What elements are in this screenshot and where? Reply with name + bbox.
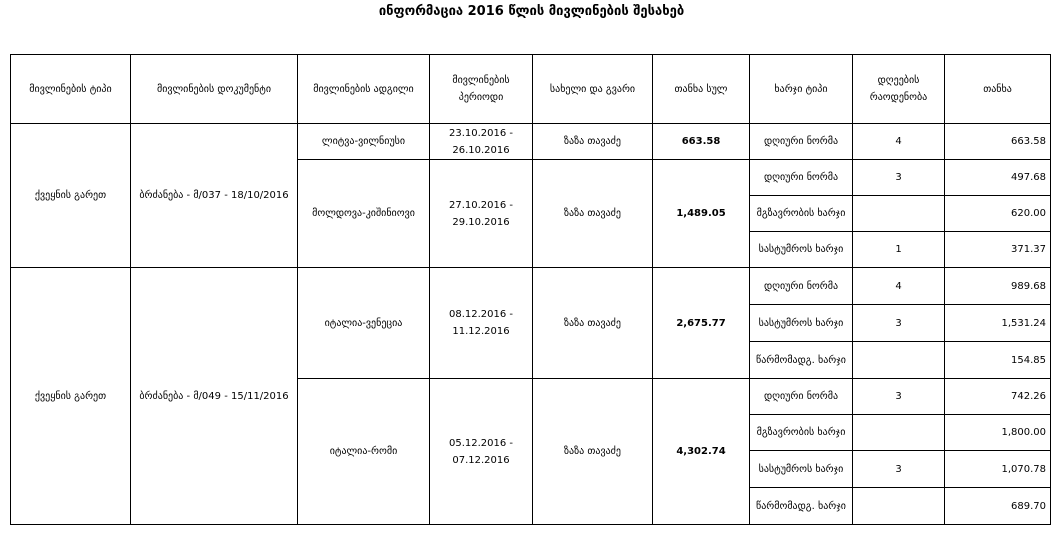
days-cell: 3: [853, 160, 945, 196]
header-amount: თანხა: [945, 55, 1051, 124]
header-name: სახელი და გვარი: [533, 55, 653, 124]
total-cell: 663.58: [653, 124, 750, 160]
amount-cell: 1,531.24: [945, 305, 1051, 342]
period-cell: [430, 124, 533, 160]
days-cell: [853, 342, 945, 379]
days-cell: 4: [853, 124, 945, 160]
expense-type-cell: დღიური ნორმა: [750, 268, 853, 305]
days-cell: 3: [853, 305, 945, 342]
trip-document-cell: ბრძანება - მ/037 - 18/10/2016: [131, 124, 298, 268]
page-title: ინფორმაცია 2016 წლის მივლინების შესახებ: [378, 4, 685, 19]
total-cell: 4,302.74: [653, 379, 750, 525]
header-place: მივლინების ადგილი: [298, 55, 430, 124]
period-start: 05.12.2016 -: [448, 437, 514, 449]
expense-type-cell: წარმომადგ. ხარჯი: [750, 342, 853, 379]
days-cell: [853, 196, 945, 232]
expense-type-cell: დღიური ნორმა: [750, 124, 853, 160]
amount-cell: 620.00: [945, 196, 1051, 232]
expense-type-cell: სასტუმროს ხარჯი: [750, 451, 853, 488]
period-end: 11.12.2016: [452, 326, 510, 337]
amount-cell: 1,070.78: [945, 451, 1051, 488]
period-cell: [430, 268, 533, 379]
name-cell: ზაზა თავაძე: [533, 379, 653, 525]
days-cell: 1: [853, 232, 945, 268]
place-cell: ლიტვა-ვილნიუსი: [298, 124, 430, 160]
days-cell: 3: [853, 451, 945, 488]
header-days: დღეების რაოდენობა: [853, 55, 945, 124]
expense-type-cell: დღიური ნორმა: [750, 379, 853, 415]
name-cell: ზაზა თავაძე: [533, 268, 653, 379]
total-cell: 1,489.05: [653, 160, 750, 268]
period-end: 29.10.2016: [452, 216, 510, 228]
period-end: 07.12.2016: [452, 454, 510, 466]
amount-cell: 663.58: [945, 124, 1051, 160]
days-cell: [853, 415, 945, 451]
header-total: თანხა სულ: [653, 55, 750, 124]
place-cell: იტალია-ვენეცია: [298, 268, 430, 379]
header-document: მივლინების დოკუმენტი: [131, 55, 298, 124]
name-cell: ზაზა თავაძე: [533, 124, 653, 160]
amount-cell: 1,800.00: [945, 415, 1051, 451]
place-cell: იტალია-რომი: [298, 379, 430, 525]
name-cell: ზაზა თავაძე: [533, 160, 653, 268]
amount-cell: 154.85: [945, 342, 1051, 379]
period-cell: [430, 160, 533, 268]
amount-cell: 989.68: [945, 268, 1051, 305]
header-period: მივლინების პერიოდი: [430, 55, 533, 124]
expense-type-cell: წარმომადგ. ხარჯი: [750, 488, 853, 525]
amount-cell: 497.68: [945, 160, 1051, 196]
amount-cell: 371.37: [945, 232, 1051, 268]
trips-table: [10, 54, 1051, 525]
amount-cell: 742.26: [945, 379, 1051, 415]
trip-type-cell: ქვეყნის გარეთ: [11, 124, 131, 268]
trip-document-cell: ბრძანება - მ/049 - 15/11/2016: [131, 268, 298, 525]
period-start: 23.10.2016 -: [448, 127, 514, 139]
expense-type-cell: მგზავრობის ხარჯი: [750, 415, 853, 451]
period-start: 27.10.2016 -: [448, 199, 514, 211]
expense-type-cell: მგზავრობის ხარჯი: [750, 196, 853, 232]
table-row: [11, 124, 1051, 160]
expense-type-cell: სასტუმროს ხარჯი: [750, 305, 853, 342]
days-cell: 3: [853, 379, 945, 415]
period-start: 08.12.2016 -: [448, 309, 514, 320]
amount-cell: 689.70: [945, 488, 1051, 525]
period-cell: [430, 379, 533, 525]
trip-type-cell: ქვეყნის გარეთ: [11, 268, 131, 525]
header-trip-type: მივლინების ტიპი: [11, 55, 131, 124]
days-cell: [853, 488, 945, 525]
header-row: [11, 55, 1051, 124]
days-cell: 4: [853, 268, 945, 305]
total-cell: 2,675.77: [653, 268, 750, 379]
expense-type-cell: სასტუმროს ხარჯი: [750, 232, 853, 268]
expense-type-cell: დღიური ნორმა: [750, 160, 853, 196]
table-row: [11, 268, 1051, 305]
place-cell: მოლდოვა-კიშინიოვი: [298, 160, 430, 268]
header-expense-type: ხარჯი ტიპი: [750, 55, 853, 124]
period-end: 26.10.2016: [452, 144, 510, 156]
